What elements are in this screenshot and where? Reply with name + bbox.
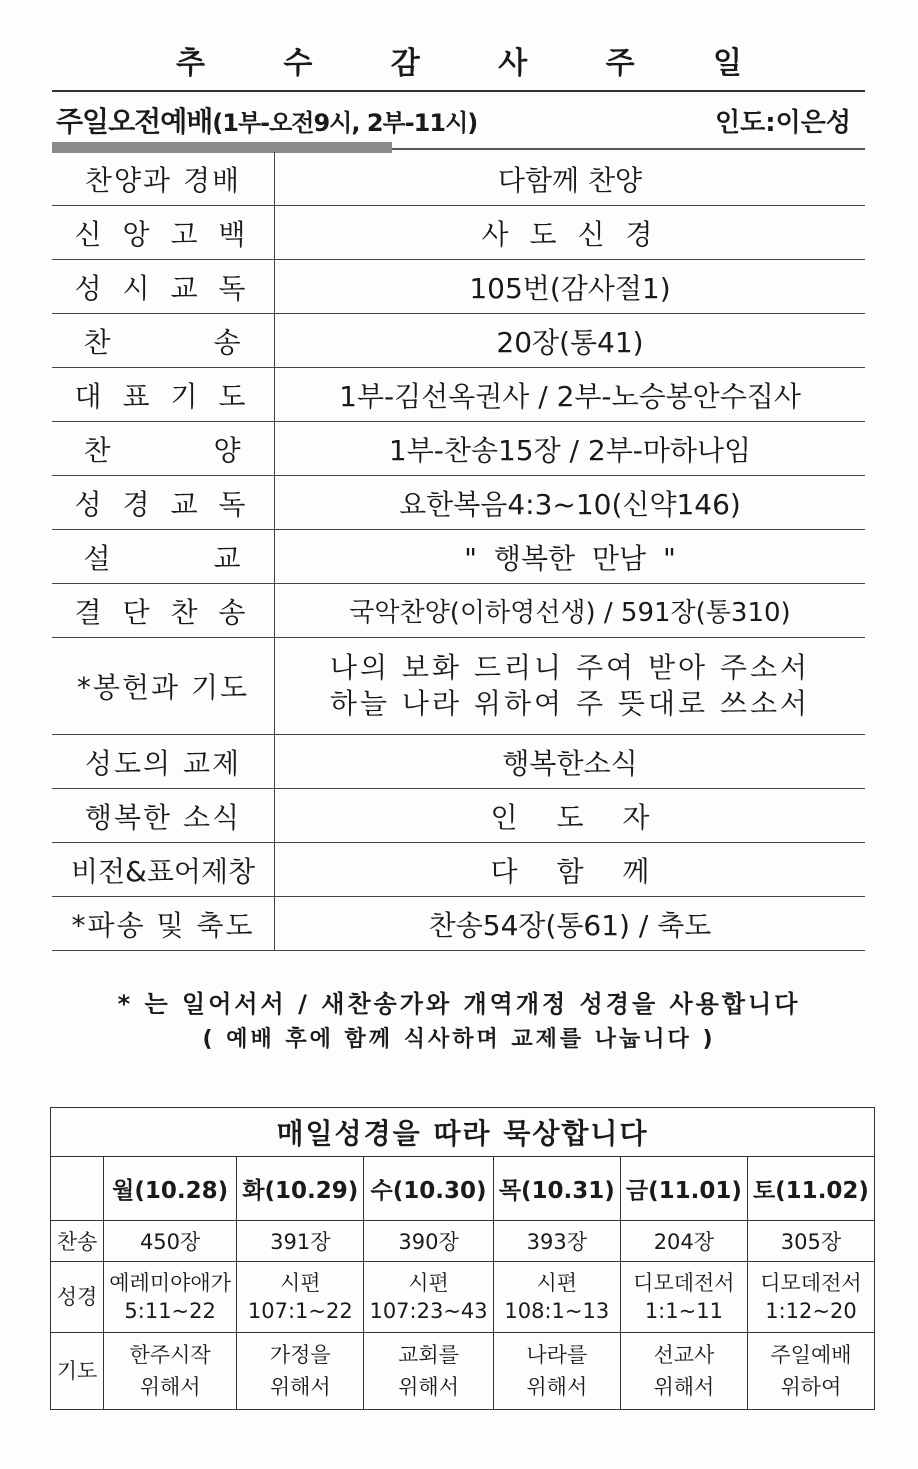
- order-label: 비전&표어제창: [52, 843, 275, 897]
- hymn-cell: 390장: [364, 1221, 493, 1262]
- order-label: 찬양과 경배: [52, 152, 275, 206]
- order-content: 찬송54장(통61) / 축도: [275, 897, 866, 951]
- service-name: 주일오전예배: [56, 105, 213, 138]
- blank-corner: [51, 1157, 104, 1221]
- service-times: (1부-오전9시, 2부-11시): [212, 109, 478, 137]
- order-content: 요한복음4:3~10(신약146): [275, 476, 866, 530]
- prayer-cell: 선교사 위해서: [620, 1333, 747, 1410]
- prayer-cell: 주일예배 위하여: [747, 1333, 874, 1410]
- order-row: [52, 368, 865, 422]
- order-row: [52, 735, 865, 789]
- day-header: 화(10.29): [237, 1157, 364, 1221]
- order-label: 설 교: [52, 530, 275, 584]
- bible-cell: 시편 107:23~43: [364, 1262, 493, 1333]
- offering-hymn-line-1: 나의 보화 드리니 주여 받아 주소서: [329, 651, 811, 684]
- order-row: [52, 314, 865, 368]
- order-label: 대 표 기 도: [52, 368, 275, 422]
- order-row: [52, 206, 865, 260]
- hymn-row-label: 찬송: [51, 1221, 104, 1262]
- prayer-cell: 나라를 위해서: [493, 1333, 620, 1410]
- order-label: 찬 송: [52, 314, 275, 368]
- order-content: 105번(감사절1): [275, 260, 866, 314]
- prayer-cell: 교회를 위해서: [364, 1333, 493, 1410]
- order-content: [275, 638, 866, 735]
- order-label: *파송 및 축도: [52, 897, 275, 951]
- order-label: 찬 양: [52, 422, 275, 476]
- order-label: 성 경 교 독: [52, 476, 275, 530]
- day-header: 월(10.28): [104, 1157, 237, 1221]
- order-content: 20장(통41): [275, 314, 866, 368]
- hymn-cell: 450장: [104, 1221, 237, 1262]
- order-label: 성 시 교 독: [52, 260, 275, 314]
- standing-note: * 는 일어서서 / 새찬송가와 개역개정 성경을 사용합니다: [117, 990, 801, 1018]
- prayer-cell: 한주시작 위해서: [104, 1333, 237, 1410]
- prayer-row-label: 기도: [51, 1333, 104, 1410]
- order-row: [52, 152, 865, 206]
- order-content: " 행복한 만남 ": [275, 530, 866, 584]
- order-label: *봉헌과 기도: [52, 638, 275, 735]
- order-row: [52, 584, 865, 638]
- order-row: [52, 422, 865, 476]
- order-row: [52, 843, 865, 897]
- order-content: 다함께 찬양: [275, 152, 866, 206]
- order-label: 성도의 교제: [52, 735, 275, 789]
- daily-bible-table: [50, 1107, 875, 1410]
- order-content: 1부-찬송15장 / 2부-마하나임: [275, 422, 866, 476]
- order-label: 행복한 소식: [52, 789, 275, 843]
- hymn-cell: 393장: [493, 1221, 620, 1262]
- order-label: 결 단 찬 송: [52, 584, 275, 638]
- hymn-cell: 391장: [237, 1221, 364, 1262]
- order-row: [52, 789, 865, 843]
- order-content: 사 도 신 경: [275, 206, 866, 260]
- order-content: 행복한소식: [275, 735, 866, 789]
- day-header: 금(11.01): [620, 1157, 747, 1221]
- bible-cell: 예레미야애가 5:11~22: [104, 1262, 237, 1333]
- order-content: 1부-김선옥권사 / 2부-노승봉안수집사: [275, 368, 866, 422]
- hymn-cell: 305장: [747, 1221, 874, 1262]
- day-header: 수(10.30): [364, 1157, 493, 1221]
- day-header: 토(11.02): [747, 1157, 874, 1221]
- bible-cell: 시편 107:1~22: [237, 1262, 364, 1333]
- bible-row-label: 성경: [51, 1262, 104, 1333]
- bible-cell: 디모데전서 1:1~11: [620, 1262, 747, 1333]
- day-header: 목(10.31): [493, 1157, 620, 1221]
- meal-note: ( 예배 후에 함께 식사하며 교제를 나눕니다 ): [202, 1027, 716, 1052]
- service-leader: 인도:이은성: [715, 108, 851, 138]
- order-content: 다 함 께: [275, 843, 866, 897]
- service-header: [52, 90, 865, 142]
- order-content: 인 도 자: [275, 789, 866, 843]
- order-row: [52, 638, 865, 735]
- bible-cell: 시편 108:1~13: [493, 1262, 620, 1333]
- daily-heading: 매일성경을 따라 묵상합니다: [51, 1108, 875, 1157]
- order-row: [52, 530, 865, 584]
- order-row: [52, 260, 865, 314]
- order-row: [52, 897, 865, 951]
- order-row: [52, 476, 865, 530]
- offering-hymn-line-2: 하늘 나라 위하여 주 뜻대로 쓰소서: [329, 687, 811, 720]
- page-title: 추 수 감 사 주 일: [175, 46, 777, 81]
- prayer-cell: 가정을 위해서: [237, 1333, 364, 1410]
- order-of-worship: [52, 152, 865, 951]
- hymn-cell: 204장: [620, 1221, 747, 1262]
- bible-cell: 디모데전서 1:12~20: [747, 1262, 874, 1333]
- order-content: 국악찬양(이하영선생) / 591장(통310): [275, 584, 866, 638]
- order-label: 신 앙 고 백: [52, 206, 275, 260]
- header-divider: [392, 148, 865, 150]
